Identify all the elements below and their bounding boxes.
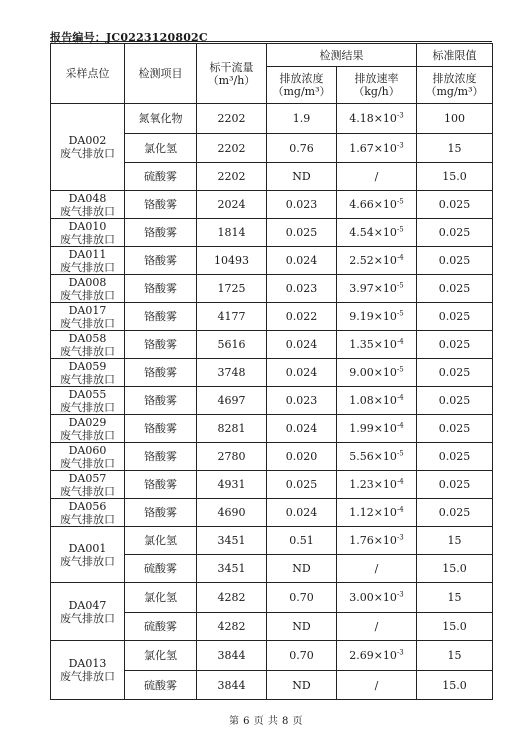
flow-cell: 3844 [197, 671, 267, 700]
point-name: 废气排放口 [60, 456, 115, 470]
limit-conc-header-unit: （mg/m³） [425, 85, 484, 98]
conc-cell: ND [267, 163, 337, 191]
rate-base: 1.67×10 [349, 141, 397, 155]
point-name: 废气排放口 [60, 554, 115, 568]
sampling-point-cell [51, 527, 125, 583]
rate-exponent: -5 [396, 197, 404, 206]
conc-cell: ND [267, 555, 337, 583]
rate-exponent: -3 [396, 111, 404, 120]
point-code: DA047 [68, 598, 107, 612]
sampling-point-cell [51, 443, 125, 471]
sampling-point-cell [51, 247, 125, 275]
point-code: DA056 [68, 499, 107, 513]
flow-cell: 3451 [197, 527, 267, 555]
item-cell: 铬酸雾 [125, 471, 197, 499]
point-name: 废气排放口 [60, 428, 115, 442]
rate-header-unit: （kg/h） [353, 85, 400, 98]
point-code: DA060 [68, 443, 107, 457]
rate-exponent: -4 [396, 393, 404, 402]
report-number: 报告编号：JC0223120802C [50, 31, 208, 44]
point-code: DA029 [68, 415, 107, 429]
emission-results-table [50, 43, 493, 700]
flow-cell: 4177 [197, 303, 267, 331]
rate-cell [337, 415, 417, 443]
sampling-point-cell [51, 331, 125, 359]
table-row [51, 247, 493, 275]
item-cell: 铬酸雾 [125, 443, 197, 471]
flow-cell: 2780 [197, 443, 267, 471]
point-code: DA057 [68, 471, 107, 485]
limit-cell: 0.025 [417, 415, 493, 443]
table-row [51, 415, 493, 443]
limit-cell: 15.0 [417, 671, 493, 700]
table-row [51, 191, 493, 219]
rate-base: 2.69×10 [349, 649, 397, 662]
flow-cell: 4282 [197, 613, 267, 641]
flow-cell: 2202 [197, 163, 267, 191]
conc-cell: 0.023 [267, 275, 337, 303]
item-cell: 铬酸雾 [125, 331, 197, 359]
point-name: 废气排放口 [60, 260, 115, 274]
point-code: DA058 [68, 331, 107, 345]
rate-base: / [374, 170, 379, 183]
point-name: 废气排放口 [60, 147, 115, 160]
table-row [51, 443, 493, 471]
item-cell: 铬酸雾 [125, 219, 197, 247]
item-cell: 氮氧化物 [125, 104, 197, 134]
point-code: DA001 [68, 541, 107, 555]
conc-cell: 0.024 [267, 247, 337, 275]
table-row [51, 583, 493, 613]
point-name: 废气排放口 [60, 232, 115, 246]
rate-base: 5.56×10 [349, 450, 397, 463]
limit-cell: 0.025 [417, 471, 493, 499]
point-code: DA055 [68, 387, 107, 401]
point-name: 废气排放口 [60, 484, 115, 498]
rate-exponent: -5 [396, 281, 404, 290]
sampling-point-cell [51, 499, 125, 527]
conc-cell: 0.024 [267, 499, 337, 527]
rate-cell [337, 613, 417, 641]
limit-cell: 0.025 [417, 303, 493, 331]
rate-cell [337, 671, 417, 700]
col-header-conc [267, 67, 337, 104]
limit-cell: 15.0 [417, 555, 493, 583]
col-header-flow [197, 44, 267, 104]
header-row-1 [51, 44, 493, 67]
rate-exponent: -4 [396, 337, 404, 346]
col-header-point: 采样点位 [51, 44, 125, 104]
rate-base: 1.23×10 [349, 478, 397, 491]
rate-base: 2.52×10 [349, 254, 397, 267]
header-divider [50, 41, 492, 42]
limit-cell: 15 [417, 527, 493, 555]
rate-cell [337, 499, 417, 527]
flow-cell: 3748 [197, 359, 267, 387]
conc-cell: 0.70 [267, 641, 337, 671]
rate-cell [337, 191, 417, 219]
item-cell: 铬酸雾 [125, 247, 197, 275]
sampling-point-cell [51, 104, 125, 191]
limit-conc-header-label: 排放浓度 [432, 72, 477, 85]
rate-cell [337, 104, 417, 134]
flow-header-unit: （m³/h） [207, 73, 256, 87]
rate-base: 9.19×10 [349, 310, 397, 323]
rate-cell [337, 163, 417, 191]
rate-cell [337, 275, 417, 303]
conc-cell: 0.024 [267, 331, 337, 359]
limit-cell: 15 [417, 641, 493, 671]
point-code: DA013 [68, 657, 107, 670]
point-code: DA059 [68, 359, 107, 373]
point-code: DA048 [68, 191, 107, 205]
rate-cell [337, 219, 417, 247]
point-code: DA011 [68, 247, 107, 261]
point-name: 废气排放口 [60, 204, 115, 218]
limit-cell: 15 [417, 134, 493, 163]
flow-header-label: 标干流量 [209, 60, 254, 74]
limit-cell: 0.025 [417, 219, 493, 247]
limit-cell: 0.025 [417, 499, 493, 527]
rate-cell [337, 134, 417, 163]
item-cell: 氯化氢 [125, 527, 197, 555]
conc-cell: 0.51 [267, 527, 337, 555]
point-name: 废气排放口 [60, 372, 115, 386]
rate-exponent: -5 [396, 449, 404, 458]
limit-cell: 0.025 [417, 359, 493, 387]
rate-exponent: -5 [396, 225, 404, 234]
conc-cell: 0.76 [267, 134, 337, 163]
conc-cell: 0.020 [267, 443, 337, 471]
rate-cell [337, 387, 417, 415]
rate-header-label: 排放速率 [354, 72, 399, 85]
rate-base: / [374, 678, 379, 692]
rate-base: 1.99×10 [349, 422, 397, 435]
rate-base: 4.18×10 [349, 112, 397, 125]
sampling-point-cell [51, 359, 125, 387]
flow-cell: 2202 [197, 104, 267, 134]
conc-cell: 0.70 [267, 583, 337, 613]
flow-cell: 1725 [197, 275, 267, 303]
conc-cell: 0.023 [267, 191, 337, 219]
conc-header-label: 排放浓度 [279, 72, 324, 85]
rate-exponent: -4 [396, 421, 404, 430]
item-cell: 铬酸雾 [125, 499, 197, 527]
flow-cell: 3451 [197, 555, 267, 583]
limit-cell: 0.025 [417, 191, 493, 219]
rate-base: 4.54×10 [349, 226, 397, 239]
flow-cell: 4690 [197, 499, 267, 527]
item-cell: 氯化氢 [125, 641, 197, 671]
table-row [51, 527, 493, 555]
limit-cell: 15.0 [417, 163, 493, 191]
rate-exponent: -3 [396, 590, 404, 599]
rate-base: 4.66×10 [349, 198, 397, 211]
rate-base: 3.00×10 [349, 591, 397, 604]
rate-cell [337, 331, 417, 359]
conc-cell: 0.024 [267, 359, 337, 387]
item-cell: 硫酸雾 [125, 163, 197, 191]
conc-cell: 0.022 [267, 303, 337, 331]
rate-base: 1.12×10 [349, 506, 397, 519]
item-cell: 铬酸雾 [125, 415, 197, 443]
rate-cell [337, 471, 417, 499]
sampling-point-cell [51, 275, 125, 303]
sampling-point-cell [51, 415, 125, 443]
table-row [51, 387, 493, 415]
table-row [51, 303, 493, 331]
rate-cell [337, 443, 417, 471]
item-cell: 硫酸雾 [125, 613, 197, 641]
limit-cell: 0.025 [417, 331, 493, 359]
conc-cell: 1.9 [267, 104, 337, 134]
limit-cell: 15 [417, 583, 493, 613]
item-cell: 硫酸雾 [125, 671, 197, 700]
limit-cell: 15.0 [417, 613, 493, 641]
rate-cell [337, 247, 417, 275]
item-cell: 铬酸雾 [125, 359, 197, 387]
flow-cell: 5616 [197, 331, 267, 359]
sampling-point-cell [51, 303, 125, 331]
table-row [51, 275, 493, 303]
rate-base: / [374, 562, 379, 575]
limit-cell: 0.025 [417, 387, 493, 415]
point-name: 废气排放口 [60, 670, 115, 683]
col-header-results: 检测结果 [267, 44, 417, 67]
sampling-point-cell [51, 191, 125, 219]
conc-cell: ND [267, 613, 337, 641]
rate-exponent: -4 [396, 253, 404, 262]
sampling-point-cell [51, 387, 125, 415]
item-cell: 铬酸雾 [125, 275, 197, 303]
conc-cell: ND [267, 671, 337, 700]
flow-cell: 4282 [197, 583, 267, 613]
conc-header-unit: （mg/m³） [272, 85, 331, 98]
rate-exponent: -3 [396, 533, 404, 542]
limit-cell: 0.025 [417, 275, 493, 303]
point-name: 废气排放口 [60, 316, 115, 330]
col-header-rate [337, 67, 417, 104]
conc-cell: 0.025 [267, 219, 337, 247]
item-cell: 铬酸雾 [125, 303, 197, 331]
rate-base: 3.97×10 [349, 282, 397, 295]
limit-cell: 0.025 [417, 247, 493, 275]
rate-cell [337, 583, 417, 613]
rate-base: 9.00×10 [349, 366, 397, 379]
rate-base: 1.35×10 [349, 338, 397, 351]
flow-cell: 3844 [197, 641, 267, 671]
flow-cell: 4931 [197, 471, 267, 499]
table-row [51, 641, 493, 671]
flow-cell: 2024 [197, 191, 267, 219]
table-row [51, 331, 493, 359]
rate-cell [337, 359, 417, 387]
col-header-limit: 标准限值 [417, 44, 493, 67]
point-code: DA017 [68, 303, 107, 317]
point-name: 废气排放口 [60, 512, 115, 526]
rate-base: 1.08×10 [349, 394, 397, 407]
flow-cell: 1814 [197, 219, 267, 247]
rate-exponent: -5 [396, 309, 404, 318]
conc-cell: 0.023 [267, 387, 337, 415]
rate-cell [337, 303, 417, 331]
table-row [51, 104, 493, 134]
rate-exponent: -3 [396, 140, 404, 149]
rate-base: / [374, 620, 379, 633]
page-number: 第 6 页 共 8 页 [228, 716, 304, 727]
point-code: DA002 [68, 134, 107, 147]
limit-cell: 100 [417, 104, 493, 134]
rate-cell [337, 641, 417, 671]
col-header-limit-conc [417, 67, 493, 104]
flow-cell: 2202 [197, 134, 267, 163]
point-name: 废气排放口 [60, 288, 115, 302]
point-name: 废气排放口 [60, 344, 115, 358]
rate-base: 1.76×10 [349, 534, 397, 547]
item-cell: 氯化氢 [125, 583, 197, 613]
flow-cell: 4697 [197, 387, 267, 415]
point-code: DA008 [68, 275, 107, 289]
rate-exponent: -5 [396, 365, 404, 374]
flow-cell: 10493 [197, 247, 267, 275]
sampling-point-cell [51, 583, 125, 641]
item-cell: 铬酸雾 [125, 387, 197, 415]
sampling-point-cell [51, 219, 125, 247]
conc-cell: 0.025 [267, 471, 337, 499]
rate-exponent: -4 [396, 505, 404, 514]
sampling-point-cell [51, 471, 125, 499]
point-name: 废气排放口 [60, 611, 115, 625]
item-cell: 铬酸雾 [125, 191, 197, 219]
limit-cell: 0.025 [417, 443, 493, 471]
col-header-item: 检测项目 [125, 44, 197, 104]
rate-cell [337, 527, 417, 555]
point-name: 废气排放口 [60, 400, 115, 414]
table-row [51, 219, 493, 247]
rate-cell [337, 555, 417, 583]
item-cell: 硫酸雾 [125, 555, 197, 583]
table-row [51, 471, 493, 499]
point-code: DA010 [68, 219, 107, 233]
rate-exponent: -3 [396, 648, 404, 657]
sampling-point-cell [51, 641, 125, 700]
conc-cell: 0.024 [267, 415, 337, 443]
flow-cell: 8281 [197, 415, 267, 443]
table-row [51, 359, 493, 387]
item-cell: 氯化氢 [125, 134, 197, 163]
table-row [51, 499, 493, 527]
rate-exponent: -4 [396, 477, 404, 486]
